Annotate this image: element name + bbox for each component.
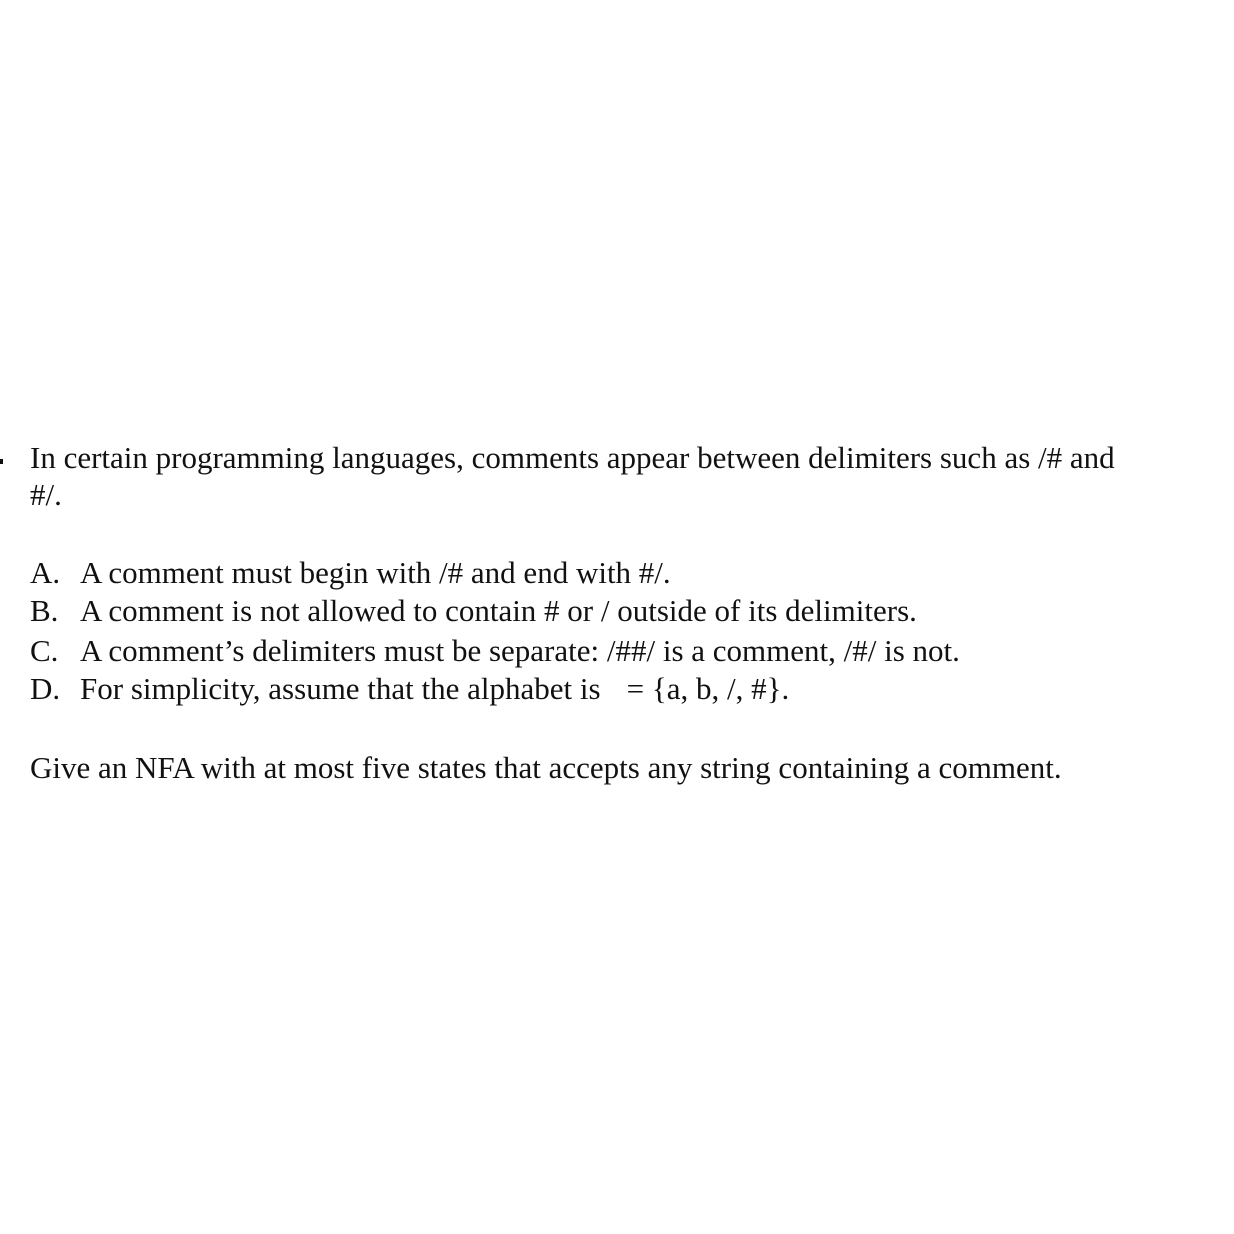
list-text-b: A comment is not allowed to contain # or / outside of its delimiters. xyxy=(80,593,917,628)
list-text-a: A comment must begin with /# and end with #/. xyxy=(80,555,671,590)
list-item-b xyxy=(30,592,917,630)
list-marker-d: D. xyxy=(30,671,61,706)
list-marker-a: A. xyxy=(30,555,61,590)
list-marker-b: B. xyxy=(30,593,59,628)
list-item-c xyxy=(30,632,960,670)
list-text-d-before: For simplicity, assume that the alphabet is xyxy=(80,671,601,706)
intro-line-2: #/. xyxy=(30,477,62,512)
list-text-c: A comment’s delimiters must be separate: /##/ is a comment, /#/ is not. xyxy=(80,633,960,668)
list-marker-c: C. xyxy=(30,633,59,668)
list-text-d-after: = {a, b, /, #}. xyxy=(626,671,790,706)
list-item-a xyxy=(30,554,671,592)
question-text: Give an NFA with at most five states that accepts any string containing a comment. xyxy=(30,750,1062,785)
question-number-mark xyxy=(0,459,3,464)
list-item-d xyxy=(30,670,789,708)
intro-line-1: In certain programming languages, comments appear between delimiters such as /# and xyxy=(30,440,1115,475)
